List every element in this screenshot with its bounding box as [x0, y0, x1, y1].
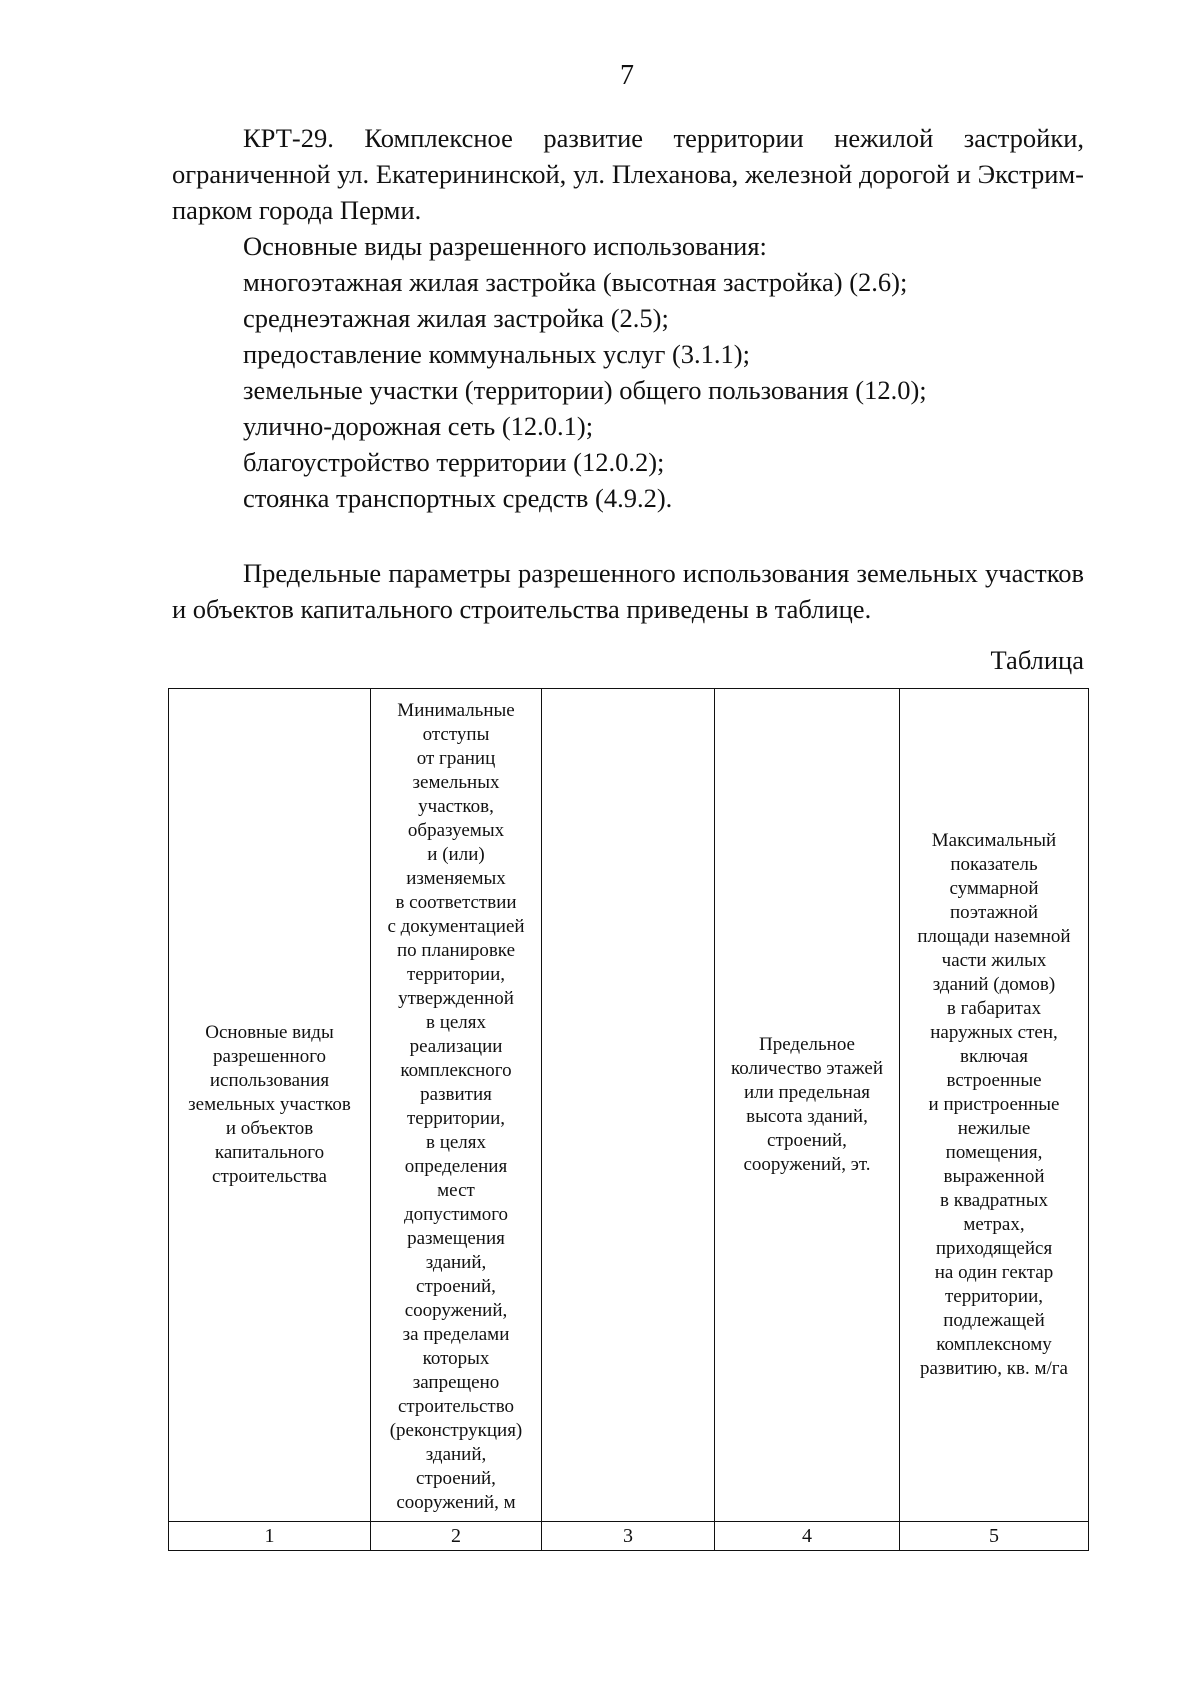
table-header-row — [169, 689, 1089, 1522]
use-item: земельные участки (территории) общего пользования (12.0); — [243, 375, 927, 405]
use-item: стоянка транспортных средств (4.9.2). — [243, 483, 673, 513]
limits-paragraph: Предельные параметры разрешенного использования земельных участков и объектов капитального строительства приведены в таблице. — [172, 558, 1084, 624]
use-item: среднеэтажная жилая застройка (2.5); — [243, 303, 669, 333]
header-cell-min-setbacks — [371, 689, 542, 1522]
use-item: предоставление коммунальных услуг (3.1.1); — [243, 339, 750, 369]
table-caption: Таблица — [990, 645, 1084, 675]
use-item: улично-дорожная сеть (12.0.1); — [243, 411, 594, 441]
page-number: 7 — [620, 60, 634, 91]
uses-heading: Основные виды разрешенного использования: — [243, 231, 767, 261]
column-number-cell: 1 — [169, 1522, 371, 1551]
header-cell-max-floor-area — [900, 689, 1089, 1522]
header-text-max-floor-area: Максимальный показатель суммарной поэтажной площади наземной части жилых зданий (домов) в габаритах наружных стен, включая встроенные и пристроенные нежилые помещения, выраженной в квадратных метрах, приходящейся на один гектар территории, подлежащей комплексному развитию, кв. м/га — [917, 830, 1071, 1379]
intro-paragraph: КРТ-29. Комплексное развитие территории нежилой застройки, ограниченной ул. Екатерининской, ул. Плеханова, железной дорогой и Экстрим-парком города Перми. — [172, 123, 1084, 225]
use-item: многоэтажная жилая застройка (высотная застройка) (2.6); — [243, 267, 908, 297]
header-cell-use-types — [169, 689, 371, 1522]
header-text-max-floors: Предельное количество этажей или предельная высота зданий, строений, сооружений, эт. — [730, 1034, 884, 1175]
header-cell-empty — [542, 689, 715, 1522]
column-number-cell: 2 — [371, 1522, 542, 1551]
column-number-cell: 3 — [542, 1522, 715, 1551]
header-text-use-types: Основные виды разрешенного использования земельных участков и объектов капитального строительства — [188, 1022, 351, 1187]
use-item: благоустройство территории (12.0.2); — [243, 447, 665, 477]
uses-list — [243, 264, 1084, 516]
column-number-cell: 4 — [715, 1522, 900, 1551]
header-text-min-setbacks: Минимальные отступы от границ земельных участков, образуемых и (или) изменяемых в соответствии с документацией по планировке территории, утвержденной в целях реализации комплексного развития территории, в целях определения мест допустимого размещения зданий, строений, сооружений, за пределами которых запрещено строительство (реконструкция) зданий, строений, сооружений, м — [387, 700, 525, 1513]
parameters-table — [168, 688, 1089, 1551]
table-row — [169, 1522, 1089, 1551]
header-cell-max-floors — [715, 689, 900, 1522]
column-number-cell: 5 — [900, 1522, 1089, 1551]
